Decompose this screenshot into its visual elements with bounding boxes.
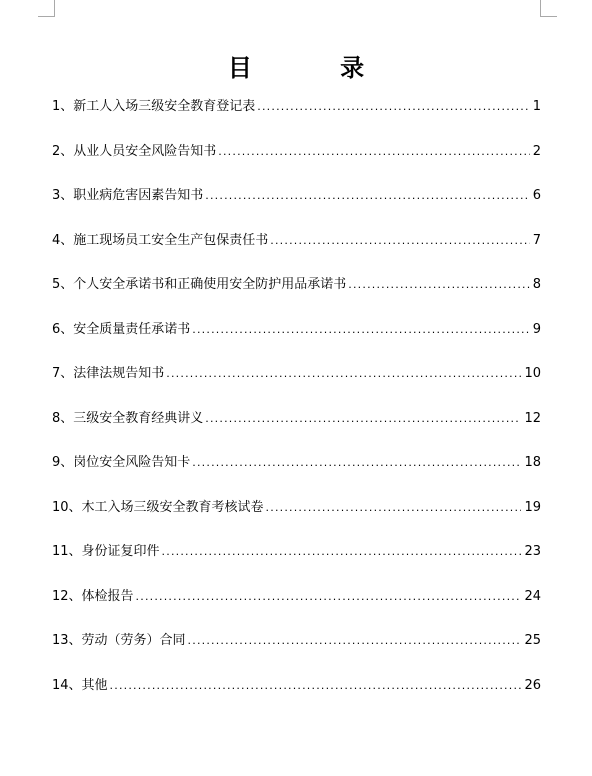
toc-entry-label: 1、新工人入场三级安全教育登记表 [52,99,256,114]
toc-entry[interactable] [52,497,541,542]
toc-entry[interactable] [52,630,541,675]
toc-entry-page: 9 [532,321,541,337]
toc-leader-dots [166,363,521,385]
toc-leader-dots [348,274,529,296]
toc-entry-label: 10、木工入场三级安全教育考核试卷 [52,499,264,515]
toc-entry-page: 2 [532,143,541,159]
toc-leader-dots [192,452,521,474]
toc-entry[interactable] [52,96,541,141]
table-of-contents [52,96,541,719]
toc-entry-page: 1 [532,99,541,114]
crop-mark-top-left [38,0,55,17]
toc-entry-page: 12 [524,410,541,426]
toc-leader-dots [266,497,522,519]
toc-entry-label: 3、职业病危害因素告知书 [52,188,204,203]
toc-entry[interactable] [52,408,541,453]
toc-entry-page: 19 [524,499,541,515]
toc-entry-label: 11、身份证复印件 [52,544,160,559]
toc-leader-dots [205,185,529,207]
toc-leader-dots [110,675,522,697]
toc-entry[interactable] [52,274,541,319]
toc-entry-page: 8 [532,277,541,292]
toc-entry-page: 18 [524,455,541,470]
toc-entry-page: 7 [532,232,541,248]
toc-leader-dots [188,630,522,652]
toc-entry[interactable] [52,675,541,720]
toc-entry[interactable] [52,363,541,408]
toc-entry-label: 7、法律法规告知书 [52,366,165,381]
toc-entry-label: 13、劳动（劳务）合同 [52,633,186,648]
toc-entry-label: 14、其他 [52,677,108,693]
toc-entry[interactable] [52,319,541,364]
toc-entry[interactable] [52,541,541,586]
toc-entry-label: 5、个人安全承诺书和正确使用安全防护用品承诺书 [52,277,347,292]
toc-entry-page: 6 [532,188,541,203]
toc-entry-label: 4、施工现场员工安全生产包保责任书 [52,232,269,248]
toc-leader-dots [218,141,529,163]
toc-entry-label: 9、岗位安全风险告知卡 [52,455,191,470]
toc-entry[interactable] [52,185,541,230]
toc-entry-page: 25 [524,633,541,648]
toc-entry-page: 10 [524,366,541,381]
toc-leader-dots [270,230,529,252]
toc-entry-page: 23 [524,544,541,559]
toc-entry-label: 8、三级安全教育经典讲义 [52,410,204,426]
toc-leader-dots [162,541,522,563]
toc-leader-dots [192,319,529,341]
toc-entry-page: 24 [524,588,541,604]
toc-entry[interactable] [52,586,541,631]
toc-leader-dots [136,586,522,608]
toc-leader-dots [205,408,521,430]
toc-entry-label: 6、安全质量责任承诺书 [52,321,191,337]
toc-entry-label: 2、从业人员安全风险告知书 [52,143,217,159]
toc-entry-label: 12、体检报告 [52,588,134,604]
page-title: 目 录 [227,54,405,82]
toc-entry-page: 26 [524,677,541,693]
toc-leader-dots [257,96,529,118]
toc-entry[interactable] [52,230,541,275]
toc-entry[interactable] [52,141,541,186]
crop-mark-top-right [540,0,557,17]
toc-entry[interactable] [52,452,541,497]
